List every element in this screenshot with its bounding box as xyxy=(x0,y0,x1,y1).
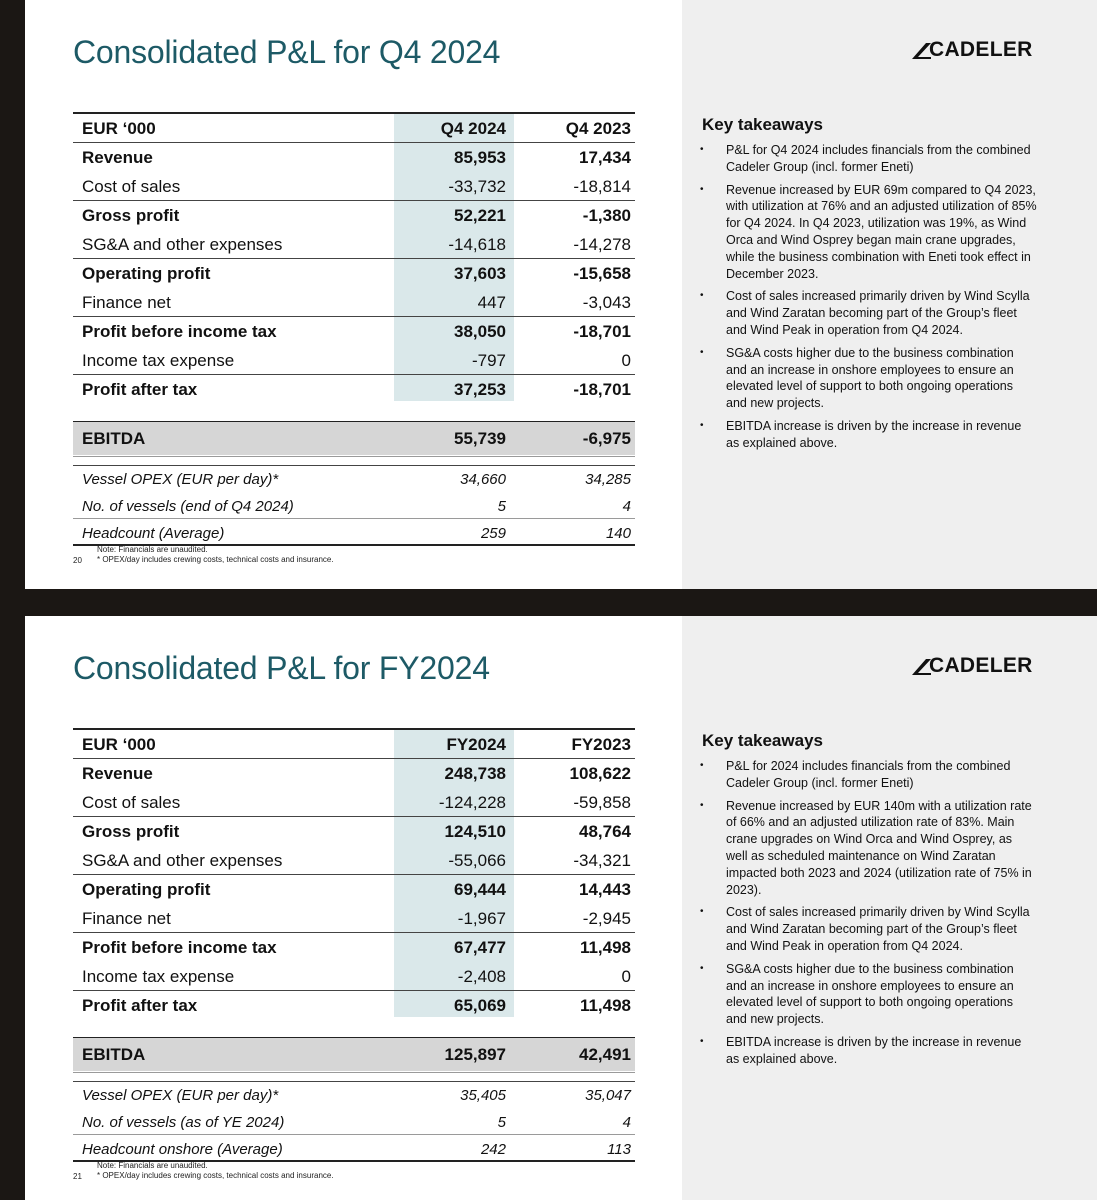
note-unaudited: Note: Financials are unaudited. xyxy=(97,545,208,554)
page-number: 20 xyxy=(73,556,82,565)
slide-fy2024 xyxy=(25,616,1097,1200)
table-row-profit-before-tax: Profit before income tax 38,050 -18,701 xyxy=(82,322,631,341)
note-opex: * OPEX/day includes crewing costs, technical costs and insurance. xyxy=(97,1171,334,1180)
table-header: EUR ‘000 Q4 2024 Q4 2023 xyxy=(82,119,631,138)
kpi-top-rule xyxy=(73,456,635,457)
kpi-top-rule xyxy=(73,1072,635,1073)
takeaway-item: • P&L for Q4 2024 includes financials from the combined Cadeler Group (incl. former Eneti) xyxy=(700,143,1031,174)
table-row-profit-after-tax: Profit after tax 65,069 11,498 xyxy=(82,996,631,1015)
footnotes xyxy=(97,1161,334,1181)
table-row-sga: SG&A and other expenses -55,066 -34,321 xyxy=(82,851,631,870)
takeaways-title: Key takeaways xyxy=(702,115,823,134)
kpi-row-vessel-opex: Vessel OPEX (EUR per day)* 35,405 35,047 xyxy=(82,1087,631,1104)
table-row-ebitda: EBITDA 55,739 -6,975 xyxy=(73,422,635,455)
takeaway-item: • Revenue increased by EUR 140m with a utilization rate of 66% and an adjusted utilization rate of 83%. Main crane upgrades on Wind Orca and Wind Osprey, as well as scheduled maintenance on Wind Zaratan impacted both 2023 and 2024 (utilization rate of 75% in 2023). xyxy=(700,798,1032,897)
takeaway-item: • EBITDA increase is driven by the increase in revenue as explained above. xyxy=(700,1034,1022,1066)
table-row-finance-net: Finance net -1,967 -2,945 xyxy=(82,909,631,928)
takeaway-item: • Cost of sales increased primarily driven by Wind Scylla and Wind Zaratan becoming part of the Group’s fleet and Wind Peak in operation from Q4 2024. xyxy=(700,905,1030,953)
kpi-row-vessels: No. of vessels (as of YE 2024) 5 4 xyxy=(82,1114,631,1131)
takeaway-item: • P&L for 2024 includes financials from the combined Cadeler Group (incl. former Eneti) xyxy=(700,759,1011,790)
table-row-revenue: Revenue 248,738 108,622 xyxy=(82,764,631,783)
table-row-gross-profit: Gross profit 124,510 48,764 xyxy=(82,822,631,841)
footnotes xyxy=(97,545,334,565)
takeaway-item: • Cost of sales increased primarily driven by Wind Scylla and Wind Zaratan becoming part of the Group’s fleet and Wind Peak in operation from Q4 2024. xyxy=(700,289,1030,337)
table-row-cost-of-sales: Cost of sales -124,228 -59,858 xyxy=(82,793,631,812)
takeaway-item: • SG&A costs higher due to the business combination and an increase in onshore employees to ensure an elevated level of support to both ongoing operations and new projects. xyxy=(700,961,1014,1027)
table-row-operating-profit: Operating profit 37,603 -15,658 xyxy=(82,264,631,283)
slide-title: Consolidated P&L for Q4 2024 xyxy=(73,34,501,70)
table-row-profit-after-tax: Profit after tax 37,253 -18,701 xyxy=(82,380,631,399)
kpi-row-headcount: Headcount onshore (Average) 242 113 xyxy=(82,1141,631,1158)
note-opex: * OPEX/day includes crewing costs, technical costs and insurance. xyxy=(97,555,334,564)
table-row-cost-of-sales: Cost of sales -33,732 -18,814 xyxy=(82,177,631,196)
takeaways-title: Key takeaways xyxy=(702,731,823,750)
table-row-profit-before-tax: Profit before income tax 67,477 11,498 xyxy=(82,938,631,957)
page-number: 21 xyxy=(73,1172,82,1181)
takeaways-list xyxy=(697,758,1037,1074)
table-header: EUR ‘000 FY2024 FY2023 xyxy=(82,735,631,754)
table-row-operating-profit: Operating profit 69,444 14,443 xyxy=(82,880,631,899)
table-row-ebitda: EBITDA 125,897 42,491 xyxy=(73,1038,635,1071)
table-row-sga: SG&A and other expenses -14,618 -14,278 xyxy=(82,235,631,254)
takeaway-item: • EBITDA increase is driven by the increase in revenue as explained above. xyxy=(700,418,1022,450)
kpi-row-vessels: No. of vessels (end of Q4 2024) 5 4 xyxy=(82,498,631,515)
slide-q4-2024 xyxy=(25,0,1097,589)
table-row-income-tax: Income tax expense -2,408 0 xyxy=(82,967,631,986)
table-row-gross-profit: Gross profit 52,221 -1,380 xyxy=(82,206,631,225)
slide-title: Consolidated P&L for FY2024 xyxy=(73,650,490,686)
table-row-income-tax: Income tax expense -797 0 xyxy=(82,351,631,370)
takeaway-item: • Revenue increased by EUR 69m compared to Q4 2023, with utilization at 76% and an adjusted utilization of 85% for Q4 2024. In Q4 2023, utilization was 19%, as Wind Orca and Wind Osprey began main crane upgrades, while the business combination with Eneti took effect in December 2023. xyxy=(700,182,1037,281)
takeaway-item: • SG&A costs higher due to the business combination and an increase in onshore employees to ensure an elevated level of support to both ongoing operations and new projects. xyxy=(700,345,1014,411)
kpi-row-vessel-opex: Vessel OPEX (EUR per day)* 34,660 34,285 xyxy=(82,471,631,488)
note-unaudited: Note: Financials are unaudited. xyxy=(97,1161,208,1170)
kpi-row-headcount: Headcount (Average) 259 140 xyxy=(82,525,631,542)
cadeler-logo: CADELER xyxy=(910,654,1033,678)
cadeler-logo: CADELER xyxy=(910,38,1033,62)
table-row-finance-net: Finance net 447 -3,043 xyxy=(82,293,631,312)
takeaways-list xyxy=(697,142,1037,458)
table-row-revenue: Revenue 85,953 17,434 xyxy=(82,148,631,167)
